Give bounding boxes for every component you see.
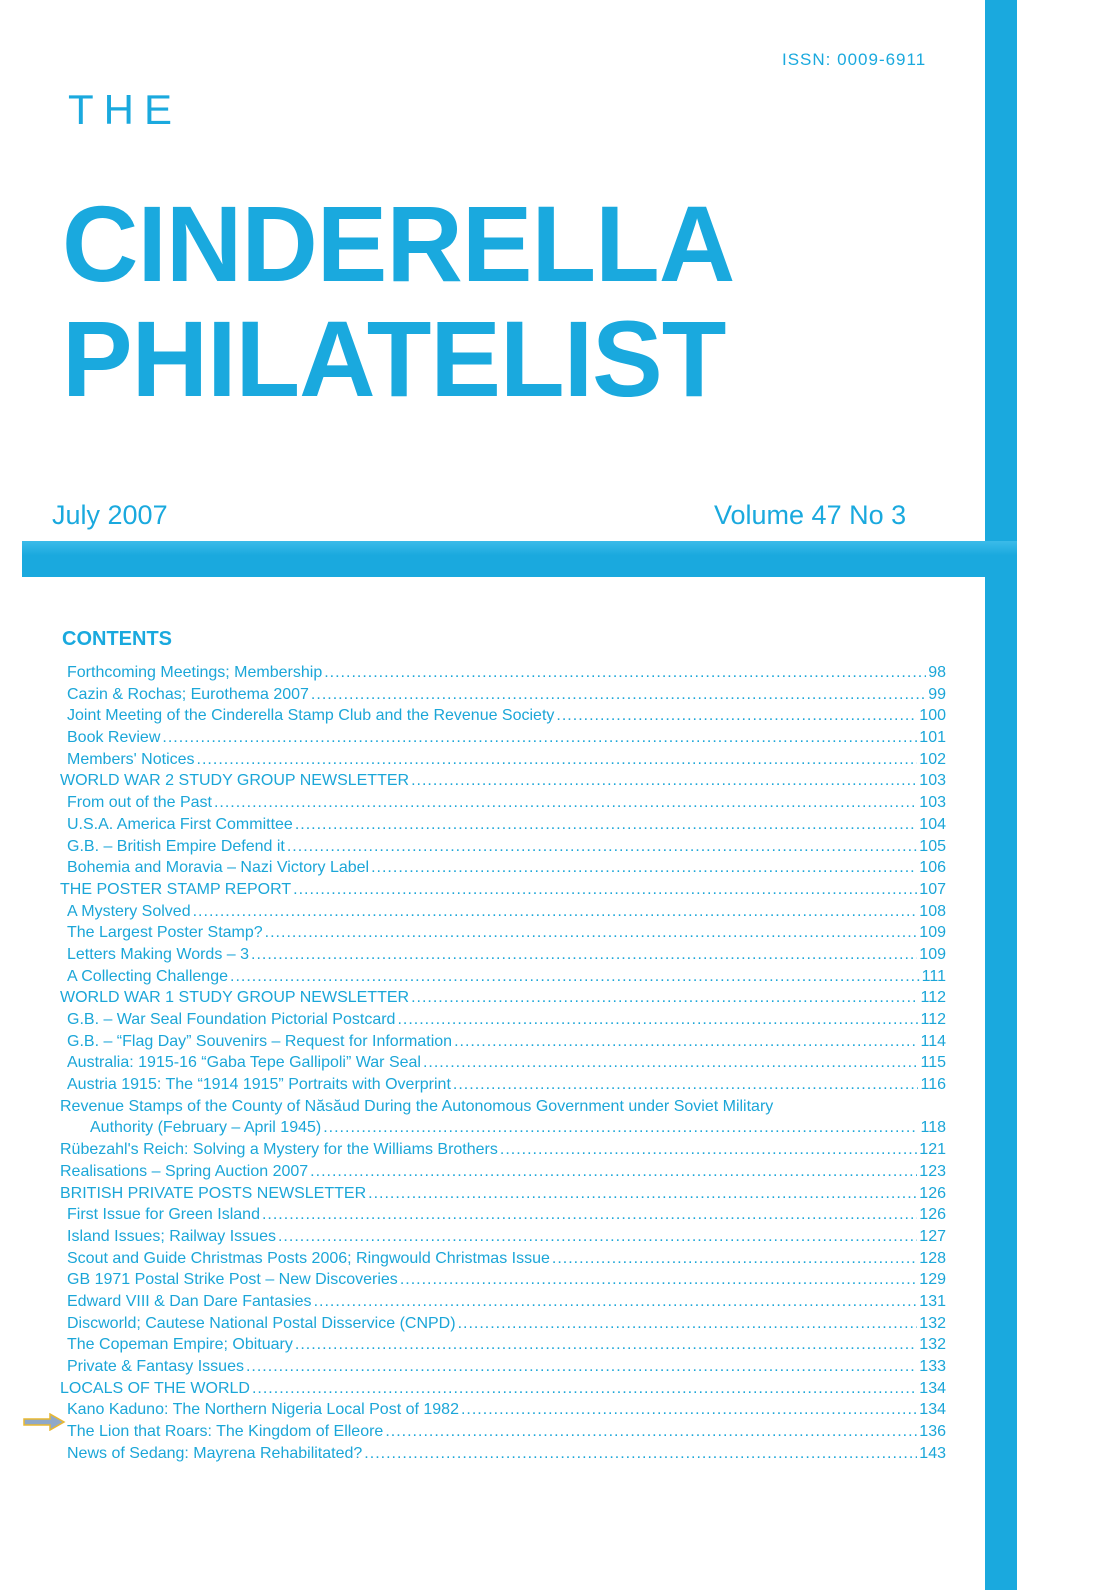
contents-entry-title: Scout and Guide Christmas Posts 2006; Ringwould Christmas Issue: [67, 1249, 550, 1267]
masthead-title-line1: CINDERELLA: [62, 183, 735, 304]
dot-leader: [162, 727, 917, 749]
contents-entry-page: 116: [920, 1076, 946, 1094]
contents-entry-title: Austria 1915: The “1914 1915” Portraits with Overprint: [67, 1076, 451, 1094]
contents-entry-title: Kano Kaduno: The Northern Nigeria Local Post of 1982: [67, 1401, 459, 1419]
contents-entry-page: 129: [919, 1271, 946, 1289]
masthead-the: THE: [68, 86, 182, 133]
contents-entry-page: 128: [919, 1249, 946, 1267]
contents-entry-title: G.B. – “Flag Day” Souvenirs – Request for Information: [67, 1032, 453, 1050]
contents-entry-title: Edward VIII & Dan Dare Fantasies: [67, 1292, 312, 1310]
contents-entry: [60, 1291, 946, 1313]
contents-entry-page: 99: [928, 685, 946, 703]
contents-entry-page: 136: [919, 1423, 946, 1441]
contents-entry: [60, 1269, 946, 1291]
dot-leader: [293, 879, 917, 901]
contents-entry: [60, 705, 946, 727]
contents-entry-title: BRITISH PRIVATE POSTS NEWSLETTER: [60, 1184, 367, 1202]
contents-entry-title: First Issue for Green Island: [67, 1206, 260, 1224]
contents-entry: [60, 987, 946, 1009]
contents-entry-page: 100: [919, 707, 946, 725]
contents-entry-page: 98: [928, 664, 946, 681]
dot-leader: [453, 1074, 919, 1096]
contents-entry-page: 106: [919, 859, 946, 877]
contents-entry-title: From out of the Past: [67, 794, 212, 812]
contents-entry-page: 134: [919, 1401, 946, 1419]
dot-leader: [397, 1009, 918, 1031]
contents-entry: [60, 1204, 946, 1226]
dot-leader: [314, 1291, 918, 1313]
contents-entry-page: 133: [919, 1358, 946, 1375]
contents-list: [60, 662, 946, 1464]
contents-entry-title: The Copeman Empire; Obituary: [67, 1336, 293, 1354]
contents-entry-page: 127: [919, 1227, 946, 1245]
contents-entry-page: 104: [919, 815, 946, 833]
contents-entry-title: Members' Notices: [67, 750, 195, 768]
contents-entry: [60, 901, 946, 923]
contents-entry-title: WORLD WAR 2 STUDY GROUP NEWSLETTER: [60, 772, 410, 790]
contents-entry-title: Australia: 1915-16 “Gaba Tepe Gallipoli” War Seal: [67, 1054, 421, 1072]
contents-entry-page: 105: [919, 837, 946, 855]
contents-entry-title: Bohemia and Moravia – Nazi Victory Label: [67, 859, 370, 877]
contents-entry-page: 115: [920, 1054, 946, 1072]
contents-entry: [60, 1399, 946, 1421]
contents-entry-title: G.B. – British Empire Defend it: [67, 837, 285, 855]
contents-entry-page: 118: [920, 1119, 946, 1137]
contents-entry: [60, 684, 946, 706]
contents-entry: [60, 662, 946, 684]
dot-leader: [556, 705, 917, 727]
dot-leader: [371, 857, 917, 879]
dot-leader: [287, 836, 917, 858]
dot-leader: [411, 770, 917, 792]
dot-leader: [385, 1421, 917, 1443]
contents-entry: [60, 836, 946, 858]
dot-leader: [500, 1139, 917, 1161]
dot-leader: [265, 922, 918, 944]
contents-entry-page: 109: [919, 945, 946, 963]
contents-entry: [60, 1096, 946, 1118]
vertical-color-bar: [985, 0, 1017, 1590]
masthead-title-line2: PHILATELIST: [62, 298, 726, 419]
dot-leader: [197, 749, 918, 771]
dot-leader: [411, 987, 918, 1009]
contents-entry-title: Private & Fantasy Issues: [67, 1358, 244, 1375]
contents-entry-page: 109: [919, 924, 946, 942]
arrow-right-icon: [22, 1413, 66, 1431]
dot-leader: [193, 901, 918, 923]
contents-entry: [60, 1117, 946, 1139]
contents-entry: [60, 1313, 946, 1335]
contents-entry-title: Realisations – Spring Auction 2007: [60, 1162, 309, 1180]
dot-leader: [323, 1117, 918, 1139]
contents-entry-title: Rübezahl's Reich: Solving a Mystery for the Williams Brothers: [60, 1141, 498, 1159]
contents-entry: [60, 1248, 946, 1270]
contents-entry-title: A Mystery Solved: [67, 902, 191, 920]
contents-entry-title: G.B. – War Seal Foundation Pictorial Postcard: [67, 1011, 396, 1028]
contents-entry-title: The Largest Poster Stamp?: [67, 924, 263, 942]
contents-entry: [60, 1356, 946, 1378]
dot-leader: [461, 1399, 917, 1421]
issue-date: July 2007: [52, 500, 168, 530]
dot-leader: [310, 1161, 917, 1183]
contents-entry-page: 132: [919, 1314, 946, 1332]
contents-entry-title: Island Issues; Railway Issues: [67, 1227, 276, 1245]
contents-entry: [60, 1421, 946, 1443]
contents-entry: [60, 857, 946, 879]
contents-entry-title: THE POSTER STAMP REPORT: [60, 880, 292, 898]
contents-entry: [60, 1139, 946, 1161]
dot-leader: [454, 1031, 918, 1053]
dot-leader: [364, 1443, 917, 1465]
contents-entry-page: 114: [920, 1032, 946, 1050]
dot-leader: [246, 1356, 917, 1378]
contents-entry-title: U.S.A. America First Committee: [67, 815, 293, 833]
contents-entry-page: 132: [919, 1336, 946, 1354]
contents-entry-page: 107: [919, 880, 946, 898]
contents-entry-title: GB 1971 Postal Strike Post – New Discoveries: [67, 1271, 398, 1289]
contents-entry: [60, 792, 946, 814]
contents-entry-title: LOCALS OF THE WORLD: [60, 1379, 250, 1397]
contents-entry-title: Book Review: [67, 729, 161, 747]
contents-entry-page: 131: [919, 1292, 946, 1310]
contents-entry: [60, 966, 946, 988]
dot-leader: [400, 1269, 917, 1291]
contents-heading: CONTENTS: [62, 628, 172, 650]
contents-entry: [60, 1334, 946, 1356]
contents-entry: [60, 727, 946, 749]
contents-entry: [60, 879, 946, 901]
contents-entry: [60, 1443, 946, 1465]
contents-entry-page: 103: [919, 772, 946, 790]
dot-leader: [423, 1052, 919, 1074]
dot-leader: [368, 1183, 917, 1205]
dot-leader: [252, 1378, 917, 1400]
contents-entry-title: Discworld; Cautese National Postal Disservice (CNPD): [67, 1314, 456, 1332]
contents-entry: [60, 1161, 946, 1183]
contents-entry-page: 108: [919, 902, 946, 920]
contents-entry-page: 103: [919, 794, 946, 812]
contents-entry-page: 112: [920, 989, 946, 1007]
contents-entry-page: 101: [919, 729, 946, 747]
contents-entry: [60, 1052, 946, 1074]
dot-leader: [278, 1226, 917, 1248]
contents-entry-page: 102: [919, 750, 946, 768]
dot-leader: [214, 792, 917, 814]
contents-entry-title: Forthcoming Meetings; Membership: [67, 664, 323, 681]
dot-leader: [295, 1334, 917, 1356]
dot-leader: [324, 662, 926, 684]
contents-entry-page: 121: [919, 1141, 946, 1159]
contents-entry-title: The Lion that Roars: The Kingdom of Elleore: [67, 1423, 384, 1441]
contents-entry-title: WORLD WAR 1 STUDY GROUP NEWSLETTER: [60, 989, 410, 1007]
issn-number: ISSN: 0009-6911: [782, 50, 927, 69]
contents-entry: [60, 749, 946, 771]
dot-leader: [251, 944, 917, 966]
contents-entry-title: Joint Meeting of the Cinderella Stamp Club and the Revenue Society: [67, 707, 555, 725]
contents-entry: [60, 1009, 946, 1031]
horizontal-color-bar: [22, 541, 1017, 577]
contents-entry-title: Revenue Stamps of the County of Năsăud During the Autonomous Government under Soviet Military: [60, 1097, 774, 1115]
dot-leader: [262, 1204, 917, 1226]
contents-entry: [60, 1378, 946, 1400]
contents-entry-page: 143: [919, 1444, 946, 1462]
contents-entry-title: A Collecting Challenge: [67, 967, 228, 985]
contents-entry: [60, 1183, 946, 1205]
dot-leader: [458, 1313, 918, 1335]
contents-entry-page: 123: [919, 1162, 946, 1180]
contents-entry-page: 134: [919, 1379, 946, 1397]
contents-entry-title: News of Sedang: Mayrena Rehabilitated?: [67, 1444, 363, 1462]
contents-entry-page: 126: [919, 1206, 946, 1224]
contents-entry: [60, 1074, 946, 1096]
contents-entry-title: Cazin & Rochas; Eurothema 2007: [67, 685, 309, 703]
contents-entry: [60, 814, 946, 836]
contents-entry: [60, 944, 946, 966]
issue-volume: Volume 47 No 3: [714, 500, 907, 530]
contents-entry-title: Letters Making Words – 3: [67, 945, 250, 963]
dot-leader: [311, 684, 926, 706]
dot-leader: [230, 966, 920, 988]
contents-entry-page: 112: [920, 1011, 946, 1028]
contents-entry-title: Authority (February – April 1945): [90, 1119, 322, 1137]
contents-entry: [60, 1031, 946, 1053]
contents-entry: [60, 1226, 946, 1248]
contents-entry-page: 126: [919, 1184, 946, 1202]
contents-entry-page: 111: [921, 967, 946, 985]
contents-entry: [60, 922, 946, 944]
contents-entry: [60, 770, 946, 792]
dot-leader: [295, 814, 917, 836]
dot-leader: [552, 1248, 917, 1270]
